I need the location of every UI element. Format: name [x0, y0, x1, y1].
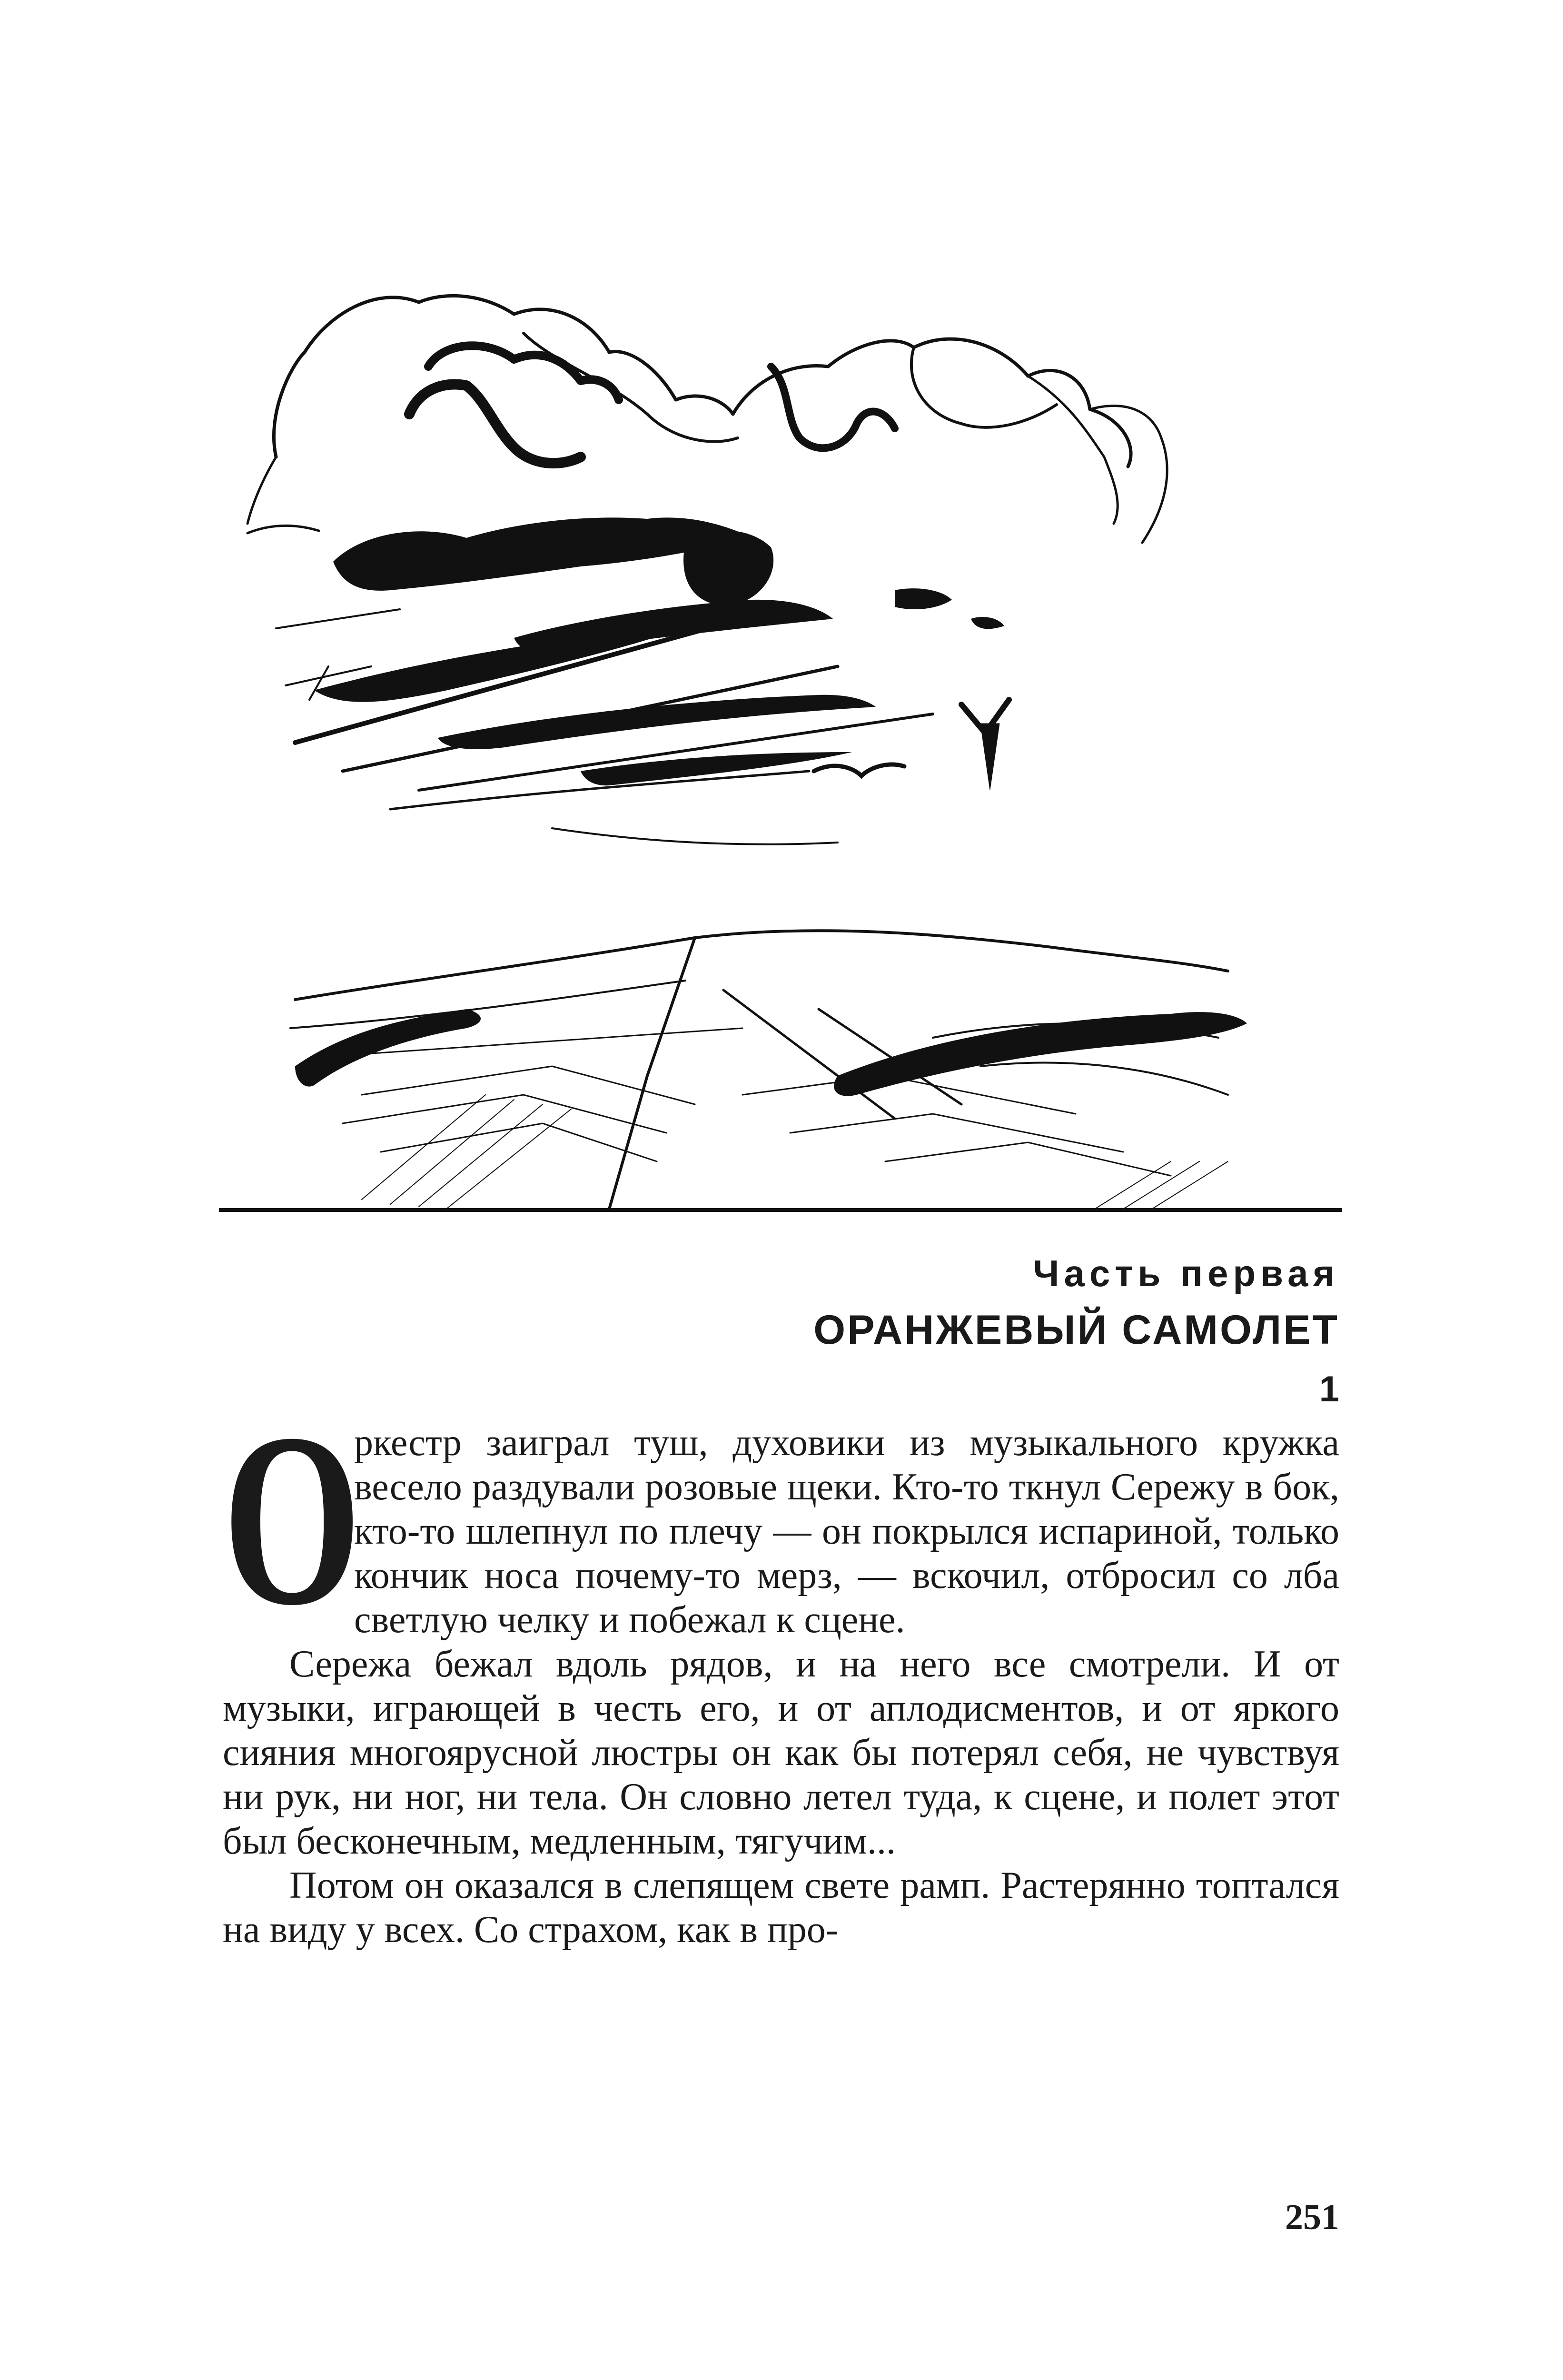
drop-cap: О — [223, 1383, 362, 1656]
chapter-title: ОРАНЖЕВЫЙ САМОЛЕТ — [813, 1307, 1339, 1353]
part-label: Часть первая — [1033, 1252, 1339, 1294]
paragraph-1: ркестр заиграл туш, духовики из музыкального кружка весело раздували розовые щеки. Кто-то ткнул Сережу в бок, кто-то шлепнул по плечу — он покрылся испариной, только кончик носа почему-то мерз, — вскочил, отбросил со лба светлую челку и побежал к сцене. — [354, 1422, 1339, 1641]
dark-cloud-masses — [314, 517, 1004, 785]
bird-icons — [814, 700, 1009, 790]
body-text — [223, 1383, 1339, 1952]
paragraph-3: Потом он оказался в слепящем свете рамп. Растерянно топтался на виду у всех. Со страхом, как в про- — [223, 1864, 1339, 1951]
page-number: 251 — [1285, 2197, 1339, 2237]
cloud-landscape-illustration — [219, 257, 1342, 1247]
cloud-drawing — [247, 296, 1167, 543]
horizon-rule — [219, 1208, 1342, 1212]
paragraph-2: Сережа бежал вдоль рядов, и на него все смотрели. И от музыки, играющей в честь его, и от аплодисментов, и от яркого сияния многоярусной люстры он как бы потерял себя, не чувствуя ни рук, ни ног, ни тела. Он словно летел туда, к сцене, и полет этот был бесконечным, медленным, тягучим... — [223, 1643, 1339, 1862]
hills-drawing — [290, 931, 1228, 1209]
section-number: 1 — [1319, 1369, 1339, 1409]
